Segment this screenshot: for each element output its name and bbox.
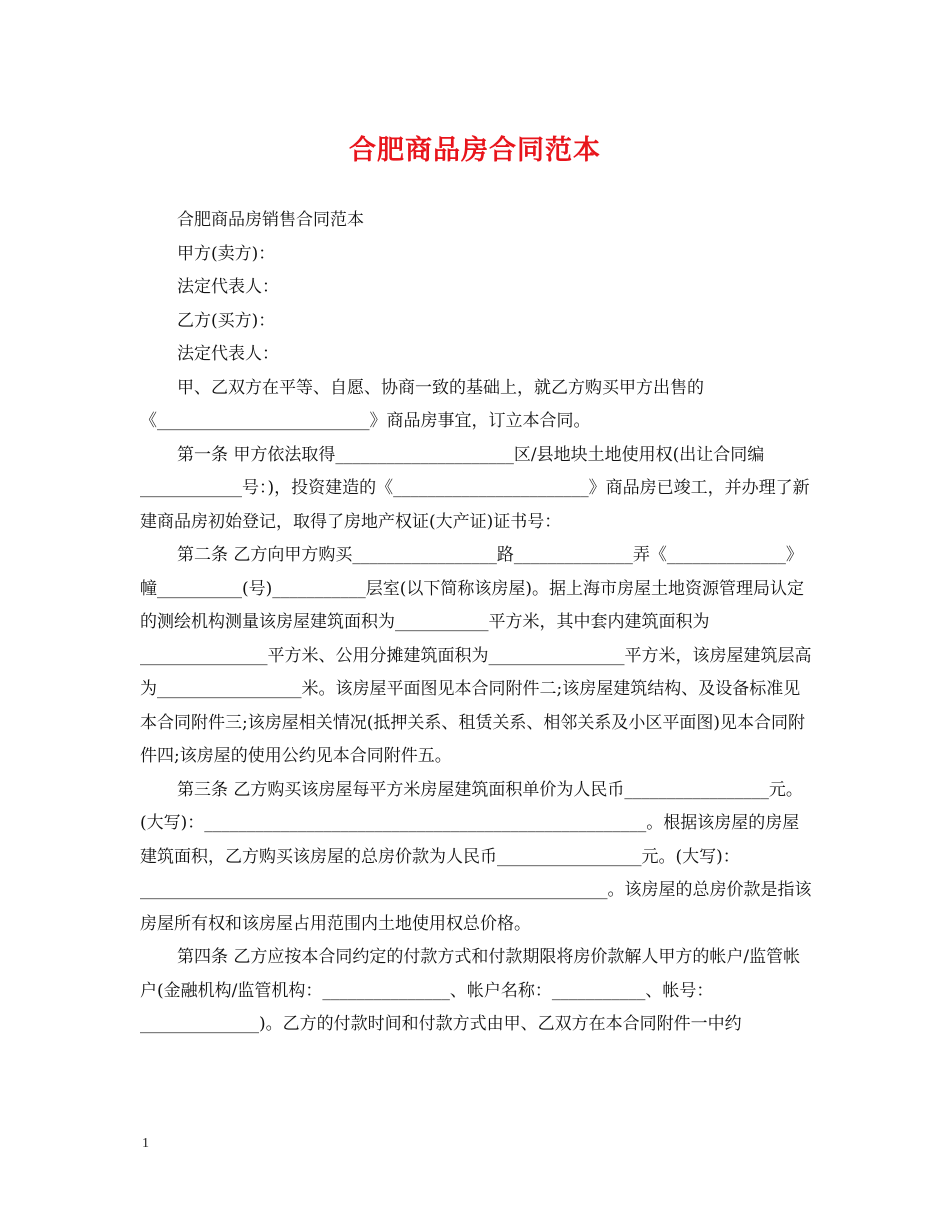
paragraph-article-3: 第三条 乙方购买该房屋每平方米房屋建筑面积单价为人民币_________________元。(大写)：____________________________________________________。根据该房屋的房屋建筑面积，乙方购买该房屋的总房价款为人民币_________________元。(大写)：_______________________________________________________。该房屋的总房价款是指该房屋所有权和该房屋占用范围内土地使用权总价格。 [140, 779, 812, 934]
paragraph-party-a-rep: 法定代表人： [177, 277, 279, 297]
paragraph-party-b-rep: 法定代表人： [177, 344, 279, 364]
paragraph-party-b: 乙方(买方)： [177, 310, 276, 331]
paragraph-preamble: 甲、乙双方在平等、自愿、协商一致的基础上，就乙方购买甲方出售的《_________________________》商品房事宜，订立本合同。 [140, 377, 704, 431]
page-number: 1 [142, 1136, 149, 1151]
document-title: 合肥商品房合同范本 [349, 135, 601, 166]
paragraph-party-a: 甲方(卖方)： [177, 243, 276, 264]
paragraph-article-1: 第一条 甲方依法取得_____________________区/县地块土地使用权(出让合同编____________号：)，投资建造的《_______________________》商品房已竣工，并办理了新建商品房初始登记，取得了房地产权证(大产证)证书号： [140, 444, 810, 532]
paragraph-heading: 合肥商品房销售合同范本 [177, 210, 364, 230]
document-body [140, 204, 812, 1042]
paragraph-article-4: 第四条 乙方应按本合同约定的付款方式和付款期限将房价款解人甲方的帐户/监管帐户(金融机构/监管机构：_______________、帐户名称：___________、帐号：______________)。乙方的付款时间和付款方式由甲、乙双方在本合同附件一中约 [140, 947, 801, 1034]
paragraph-article-2: 第二条 乙方向甲方购买_________________路______________弄《______________》幢__________(号)___________层室(以下简称该房屋)。据上海市房屋土地资源管理局认定的测绘机构测量该房屋建筑面积为___________平方米，其中套内建筑面积为_______________平方米、公用分摊建筑面积为________________平方米，该房屋建筑层高为_________________米。该房屋平面图见本合同附件二;该房屋建筑结构、及设备标准见本合同附件三;该房屋相关情况(抵押关系、租赁关系、相邻关系及小区平面图)见本合同附件四;该房屋的使用公约见本合同附件五。 [140, 545, 812, 766]
